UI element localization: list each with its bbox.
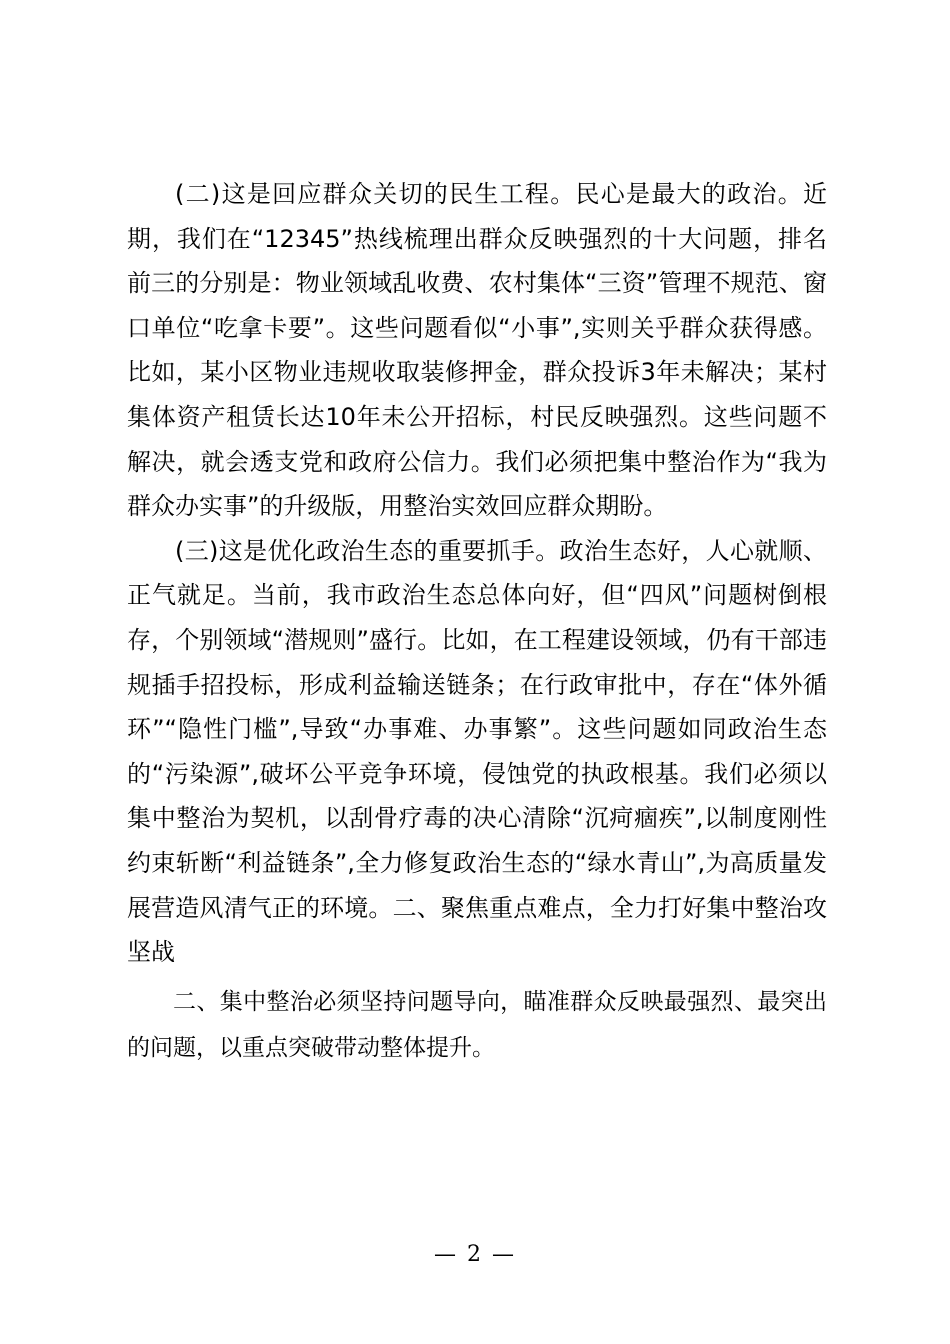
- document-body: [127, 172, 827, 1071]
- paragraph-livelihood: (二)这是回应群众关切的民生工程。民心是最大的政治。近期，我们在“12345”热线梳理出群众反映强烈的十大问题，排名前三的分别是：物业领域乱收费、农村集体“三资”管理不规范、窗口单位“吃拿卡要”。这些问题看似“小事”,实则关乎群众获得感。比如，某小区物业违规收取装修押金，群众投诉3年未解决；某村集体资产租赁长达10年未公开招标，村民反映强烈。这些问题不解决，就会透支党和政府公信力。我们必须把集中整治作为“我为群众办实事”的升级版，用整治实效回应群众期盼。: [127, 180, 827, 521]
- paragraph-problem-orientation: 二、集中整治必须坚持问题导向，瞄准群众反映最强烈、最突出的问题，以重点突破带动整体提升。: [127, 988, 827, 1061]
- paragraph-political-ecology: (三)这是优化政治生态的重要抓手。政治生态好，人心就顺、正气就足。当前，我市政治生态总体向好，但“四风”问题树倒根存，个别领域“潜规则”盛行。比如，在工程建设领域，仍有干部违规插手招投标，形成利益输送链条；在行政审批中，存在“体外循环”“隐性门槛”,导致“办事难、办事繁”。这些问题如同政治生态的“污染源”,破坏公平竞争环境，侵蚀党的执政根基。我们必须以集中整治为契机，以刮骨疗毒的决心清除“沉疴痼疾”,以制度刚性约束斩断“利益链条”,全力修复政治生态的“绿水青山”,为高质量发展营造风清气正的环境。二、聚焦重点难点，全力打好集中整治攻坚战: [127, 536, 827, 967]
- page-number: — 2 —: [434, 1242, 516, 1267]
